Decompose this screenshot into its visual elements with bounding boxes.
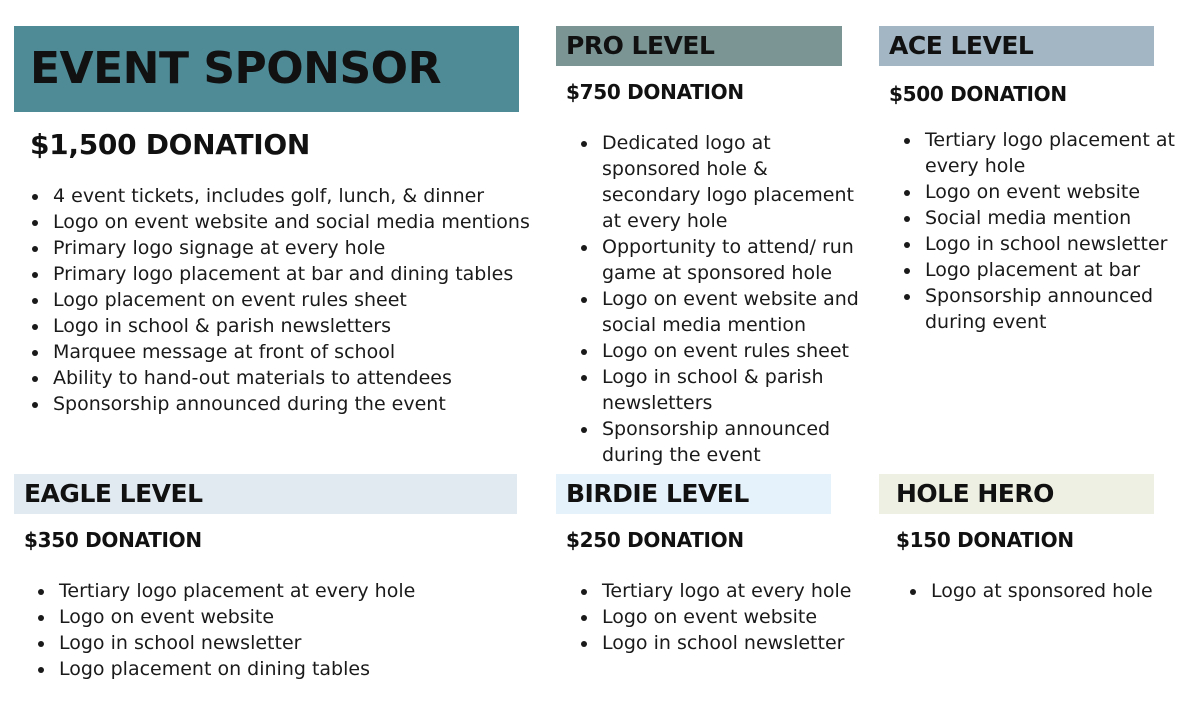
tier-price: $1,500 DONATION xyxy=(30,128,311,161)
benefit-item: Logo in school & parish newsletters xyxy=(23,313,533,339)
benefit-item: Logo on event rules sheet xyxy=(572,338,867,364)
benefit-item: Sponsorship announced during the event xyxy=(23,391,533,417)
benefit-item: Logo on event website xyxy=(29,604,509,630)
tier-price: $750 DONATION xyxy=(566,80,744,104)
benefit-item: Logo on event website and social media mentions xyxy=(23,209,533,235)
tier-title: BIRDIE LEVEL xyxy=(566,479,749,508)
tier-title: ACE LEVEL xyxy=(889,31,1034,60)
tier-title: EVENT SPONSOR xyxy=(30,43,441,94)
benefit-item: Logo on event website xyxy=(572,604,872,630)
benefit-item: Sponsorship announced during the event xyxy=(572,416,867,468)
benefit-item: Logo in school newsletter xyxy=(29,630,509,656)
benefit-item: Marquee message at front of school xyxy=(23,339,533,365)
benefit-item: Logo at sponsored hole xyxy=(901,578,1191,604)
benefit-item: Tertiary logo placement at every hole xyxy=(895,127,1195,179)
tier-title: EAGLE LEVEL xyxy=(24,479,203,508)
benefit-item: Opportunity to attend/ run game at sponsored hole xyxy=(572,234,867,286)
benefit-list xyxy=(901,578,1191,604)
benefit-item: Logo in school & parish newsletters xyxy=(572,364,867,416)
tier-price: $500 DONATION xyxy=(889,82,1067,106)
benefit-item: Logo on event website and social media mention xyxy=(572,286,867,338)
benefit-item: Logo placement at bar xyxy=(895,257,1195,283)
tier-price: $250 DONATION xyxy=(566,528,744,552)
benefit-item: Primary logo placement at bar and dining tables xyxy=(23,261,533,287)
benefit-item: Logo in school newsletter xyxy=(572,630,872,656)
benefit-item: Dedicated logo at sponsored hole & secondary logo placement at every hole xyxy=(572,130,867,234)
benefit-item: Sponsorship announced during event xyxy=(895,283,1195,335)
benefit-item: Tertiary logo placement at every hole xyxy=(29,578,509,604)
tier-price: $150 DONATION xyxy=(896,528,1074,552)
tier-title: PRO LEVEL xyxy=(566,31,715,60)
benefit-item: Ability to hand-out materials to attendees xyxy=(23,365,533,391)
benefit-item: Logo placement on dining tables xyxy=(29,656,509,682)
benefit-item: Logo placement on event rules sheet xyxy=(23,287,533,313)
tier-title: HOLE HERO xyxy=(896,479,1054,508)
benefit-item: Logo in school newsletter xyxy=(895,231,1195,257)
benefit-item: Logo on event website xyxy=(895,179,1195,205)
benefit-item: Tertiary logo at every hole xyxy=(572,578,872,604)
tier-price: $350 DONATION xyxy=(24,528,202,552)
benefit-item: 4 event tickets, includes golf, lunch, & dinner xyxy=(23,183,533,209)
benefit-item: Social media mention xyxy=(895,205,1195,231)
benefit-item: Primary logo signage at every hole xyxy=(23,235,533,261)
